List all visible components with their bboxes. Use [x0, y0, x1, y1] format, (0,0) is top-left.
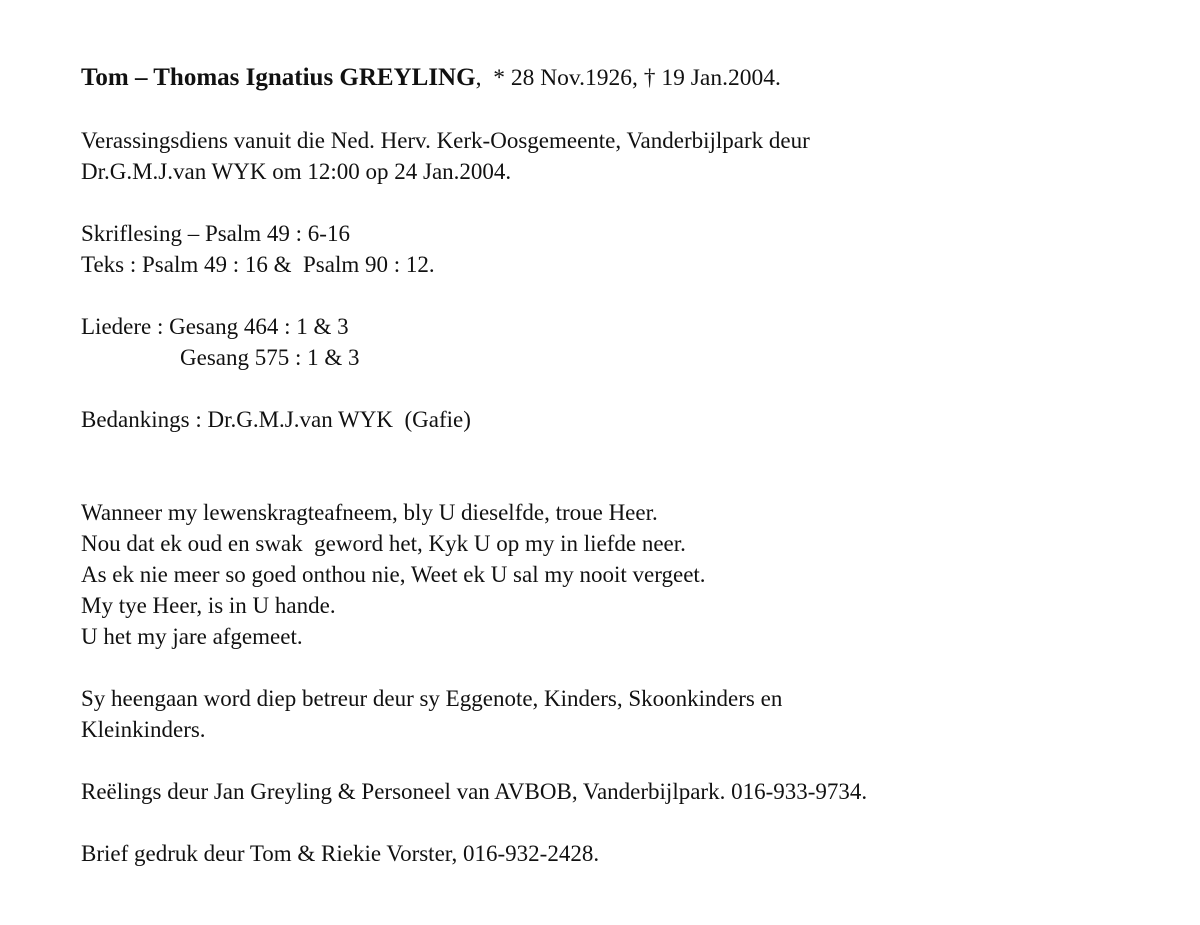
song-line-2: Gesang 575 : 1 & 3: [180, 345, 360, 370]
notice-title: [81, 62, 1161, 94]
scripture-reading: Skriflesing – Psalm 49 : 6-16: [81, 221, 350, 246]
poem-line: Wanneer my lewenskragteafneem, bly U dieselfde, troue Heer.: [81, 500, 658, 525]
funeral-notice-document: [81, 62, 1161, 869]
service-line-1: Verassingsdiens vanuit die Ned. Herv. Kerk-Oosgemeente, Vanderbijlpark deur: [81, 128, 810, 153]
poem-stanza: [81, 497, 1161, 652]
spacer: [81, 94, 1161, 125]
song-line-1: Liedere : Gesang 464 : 1 & 3: [81, 314, 349, 339]
sermon-text: Teks : Psalm 49 : 16 & Psalm 90 : 12.: [81, 252, 435, 277]
songs-paragraph: [81, 311, 1161, 373]
mourning-line-2: Kleinkinders.: [81, 717, 206, 742]
service-paragraph: [81, 125, 1161, 187]
spacer: [81, 373, 1161, 404]
service-line-2: Dr.G.M.J.van WYK om 12:00 op 24 Jan.2004.: [81, 159, 512, 184]
thanks-line: Bedankings : Dr.G.M.J.van WYK (Gafie): [81, 407, 471, 432]
life-dates: , * 28 Nov.1926, † 19 Jan.2004.: [475, 65, 781, 91]
spacer: [81, 652, 1161, 683]
poem-line: As ek nie meer so goed onthou nie, Weet ek U sal my nooit vergeet.: [81, 562, 706, 587]
poem-line: Nou dat ek oud en swak geword het, Kyk U op my in liefde neer.: [81, 531, 686, 556]
printed-by-line: Brief gedruk deur Tom & Riekie Vorster, 016-932-2428.: [81, 841, 600, 866]
mourning-paragraph: [81, 683, 1161, 745]
mourning-line-1: Sy heengaan word diep betreur deur sy Eggenote, Kinders, Skoonkinders en: [81, 686, 783, 711]
poem-line: My tye Heer, is in U hande.: [81, 593, 336, 618]
arrangements-line: Reëlings deur Jan Greyling & Personeel van AVBOB, Vanderbijlpark. 016-933-9734.: [81, 779, 868, 804]
spacer: [81, 807, 1161, 838]
spacer: [81, 435, 1161, 497]
deceased-name: Tom – Thomas Ignatius GREYLING: [81, 64, 476, 91]
spacer: [81, 187, 1161, 218]
poem-line: U het my jare afgemeet.: [81, 624, 303, 649]
spacer: [81, 280, 1161, 311]
spacer: [81, 745, 1161, 776]
readings-paragraph: [81, 218, 1161, 280]
